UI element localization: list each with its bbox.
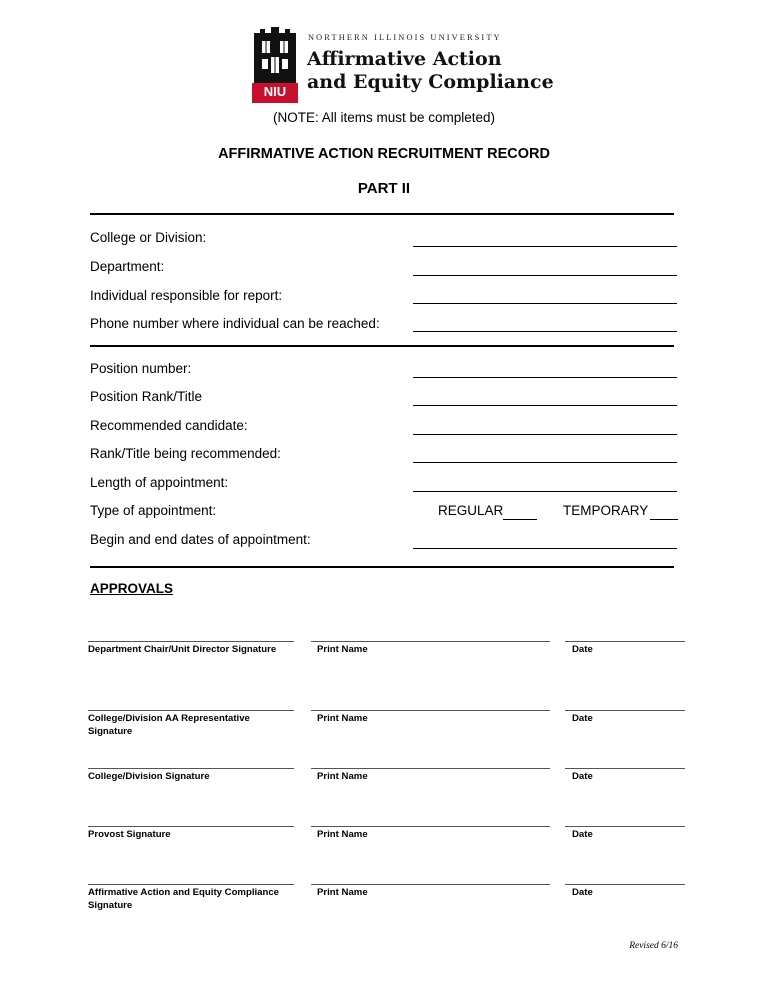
field-position-number-input[interactable] xyxy=(413,377,677,378)
approvals-heading: APPROVALS xyxy=(90,581,174,596)
signature-line[interactable] xyxy=(88,710,294,711)
date-label: Date xyxy=(572,887,593,898)
signature-line[interactable] xyxy=(88,826,294,827)
date-line[interactable] xyxy=(565,710,685,711)
regular-option-label: REGULAR xyxy=(438,503,504,518)
date-label: Date xyxy=(572,771,593,782)
regular-option-blank[interactable] xyxy=(503,519,537,520)
field-label-phone: Phone number where individual can be reached: xyxy=(90,316,380,331)
field-recommended-candidate-input[interactable] xyxy=(413,434,677,435)
signature-label: Department Chair/Unit Director Signature xyxy=(88,644,277,655)
field-label-length: Length of appointment: xyxy=(90,475,229,490)
print-name-label: Print Name xyxy=(317,771,368,782)
field-position-rank-input[interactable] xyxy=(413,405,677,406)
university-name: NORTHERN ILLINOIS UNIVERSITY xyxy=(308,33,502,42)
field-individual-input[interactable] xyxy=(413,303,677,304)
signature-label: College/Division Signature xyxy=(88,771,210,782)
field-department-input[interactable] xyxy=(413,275,677,276)
section-divider xyxy=(90,345,674,347)
signature-line[interactable] xyxy=(88,641,294,642)
office-name-line2: and Equity Compliance xyxy=(307,71,554,93)
field-label-appointment-type: Type of appointment: xyxy=(90,503,217,518)
field-label-department: Department: xyxy=(90,259,165,274)
signature-line[interactable] xyxy=(88,884,294,885)
print-name-label: Print Name xyxy=(317,713,368,724)
form-title: AFFIRMATIVE ACTION RECRUITMENT RECORD xyxy=(218,146,550,162)
print-name-label: Print Name xyxy=(317,887,368,898)
field-rank-recommended-input[interactable] xyxy=(413,462,677,463)
print-name-line[interactable] xyxy=(311,826,550,827)
field-label-position-number: Position number: xyxy=(90,361,192,376)
field-label-position-rank: Position Rank/Title xyxy=(90,389,203,404)
form-part: PART II xyxy=(357,180,411,197)
office-name-line1: Affirmative Action xyxy=(307,48,502,70)
field-phone-input[interactable] xyxy=(413,331,677,332)
date-label: Date xyxy=(572,829,593,840)
section-divider xyxy=(90,566,674,568)
print-name-label: Print Name xyxy=(317,829,368,840)
print-name-line[interactable] xyxy=(311,710,550,711)
field-label-rank-recommended: Rank/Title being recommended: xyxy=(90,446,281,461)
completion-note: (NOTE: All items must be completed) xyxy=(272,110,496,125)
temporary-option-blank[interactable] xyxy=(650,519,678,520)
signature-label: College/Division AA Representative Signature xyxy=(88,713,250,737)
field-length-input[interactable] xyxy=(413,491,677,492)
section-divider xyxy=(90,213,674,215)
print-name-line[interactable] xyxy=(311,641,550,642)
signature-line[interactable] xyxy=(88,768,294,769)
print-name-line[interactable] xyxy=(311,884,550,885)
date-label: Date xyxy=(572,713,593,724)
logo-badge-text: NIU xyxy=(263,84,287,99)
signature-label: Provost Signature xyxy=(88,829,171,840)
field-label-recommended-candidate: Recommended candidate: xyxy=(90,418,248,433)
date-line[interactable] xyxy=(565,641,685,642)
date-line[interactable] xyxy=(565,826,685,827)
date-line[interactable] xyxy=(565,768,685,769)
field-label-college: College or Division: xyxy=(90,230,207,245)
temporary-option-label: TEMPORARY xyxy=(563,503,649,518)
signature-label: Affirmative Action and Equity Compliance Signature xyxy=(88,887,280,911)
date-line[interactable] xyxy=(565,884,685,885)
field-label-dates: Begin and end dates of appointment: xyxy=(90,532,311,547)
print-name-label: Print Name xyxy=(317,644,368,655)
field-college-input[interactable] xyxy=(413,246,677,247)
date-label: Date xyxy=(572,644,593,655)
field-label-individual: Individual responsible for report: xyxy=(90,288,283,303)
revision-note: Revised 6/16 xyxy=(629,941,678,951)
print-name-line[interactable] xyxy=(311,768,550,769)
field-dates-input[interactable] xyxy=(413,548,677,549)
